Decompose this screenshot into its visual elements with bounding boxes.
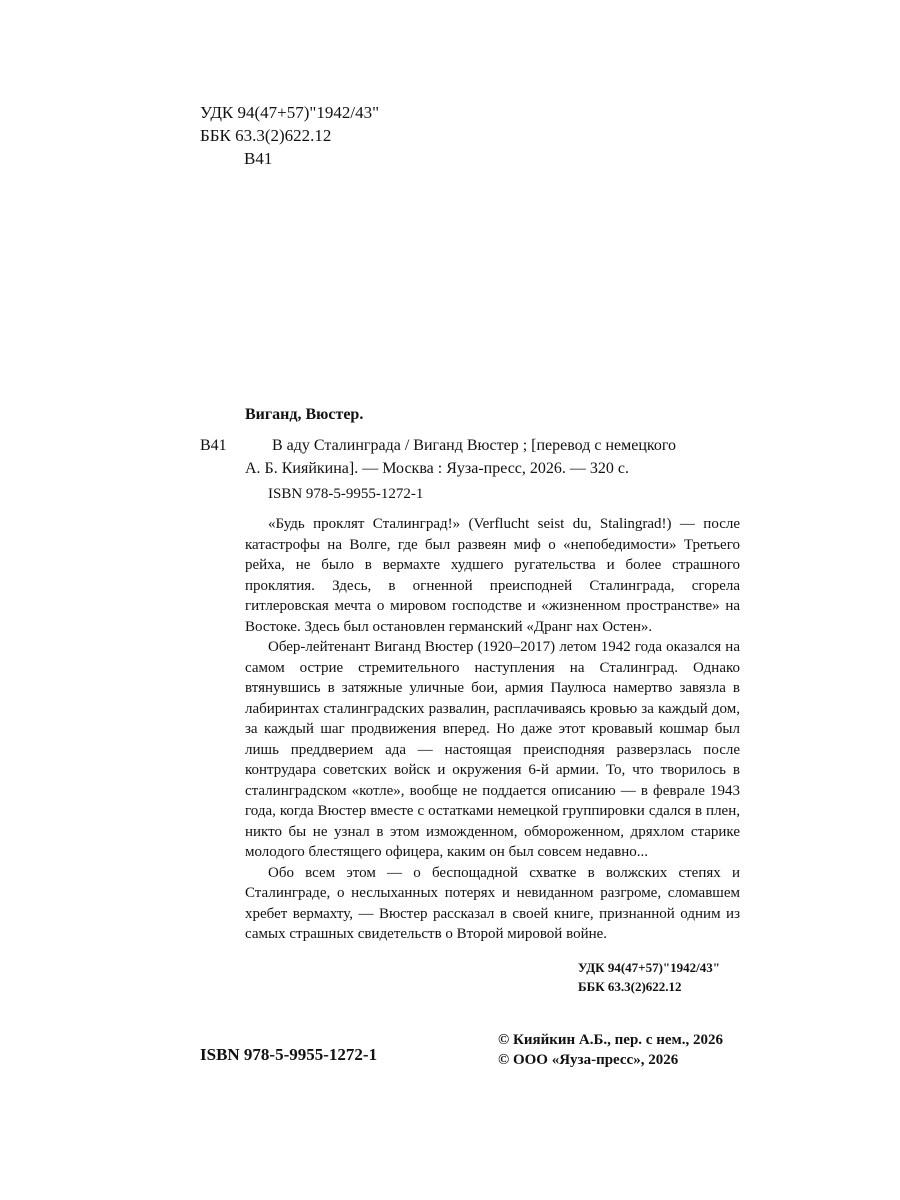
annotation: [245, 514, 740, 945]
annotation-paragraph: Обер-лейтенант Виганд Вюстер (1920–2017) летом 1942 года оказался на самом острие стремительного наступления на Сталинград. Однако втянувшись в затяжные уличные бои, армия Паулюса намертво завязла в лабиринтах сталинградских развалин, расплачиваясь кровью за каждый дом, за каждый шаг продвижения вперед. Но даже этот кровавый кошмар был лишь преддверием ада — настоящая преисподняя разверзлась после контрудара советских войск и окружения 6-й армии. То, что творилось в сталинградском «котле», вообще не поддается описанию — в феврале 1943 года, когда Вюстер вместе с остатками немецкой группировки сдался в плен, никто бы не узнал в этом изможденном, обмороженном, дряхлом старике молодого блестящего офицера, каким он был совсем недавно...: [245, 639, 740, 860]
annotation-paragraph: «Будь проклят Сталинград!» (Verflucht seist du, Stalingrad!) — после катастрофы на Волге, где был развеян миф о «непобедимости» Третьего рейха, не было в вермахте худшего ругательства и более страшного проклятия. Здесь, в огненной преисподней Сталинграда, сгорела гитлеровская мечта о мировом господстве и «жизненном пространстве» на Востоке. Здесь был остановлен германский «Дранг нах Остен».: [245, 516, 740, 635]
card-author-mark: В41: [200, 437, 227, 454]
card-isbn: ISBN 978-5-9955-1272-1: [268, 486, 424, 502]
copyright-block: [498, 1030, 723, 1070]
card-author: Виганд, Вюстер.: [245, 406, 364, 423]
udk-code-top: УДК 94(47+57)"1942/43": [200, 103, 380, 122]
bbk-code-bottom: ББК 63.3(2)622.12: [578, 979, 682, 994]
footer-codes: [578, 958, 720, 996]
bbk-code-top: ББК 63.3(2)622.12: [200, 126, 332, 145]
annotation-paragraph: Обо всем этом — о беспощадной схватке в волжских степях и Сталинграде, о неслыханных потерях и невиданном разгроме, сломавшем хребет вермахту, — Вюстер рассказал в своей книге, признанной одним из самых страшных свидетельств о Второй мировой войне.: [245, 864, 740, 942]
card-title-line-2: А. Б. Кияйкина]. — Москва : Яуза-пресс, 2026. — 320 с.: [245, 460, 630, 477]
copyright-translation: © Кияйкин А.Б., пер. с нем., 2026: [498, 1032, 723, 1048]
copyright-publisher: © ООО «Яуза-пресс», 2026: [498, 1052, 679, 1068]
card-title-line-1: В аду Сталинграда / Виганд Вюстер ; [перевод с немецкого: [272, 437, 677, 454]
author-mark-top: В41: [244, 149, 273, 168]
udk-code-bottom: УДК 94(47+57)"1942/43": [578, 960, 720, 975]
footer-isbn: ISBN 978-5-9955-1272-1: [200, 1045, 378, 1064]
